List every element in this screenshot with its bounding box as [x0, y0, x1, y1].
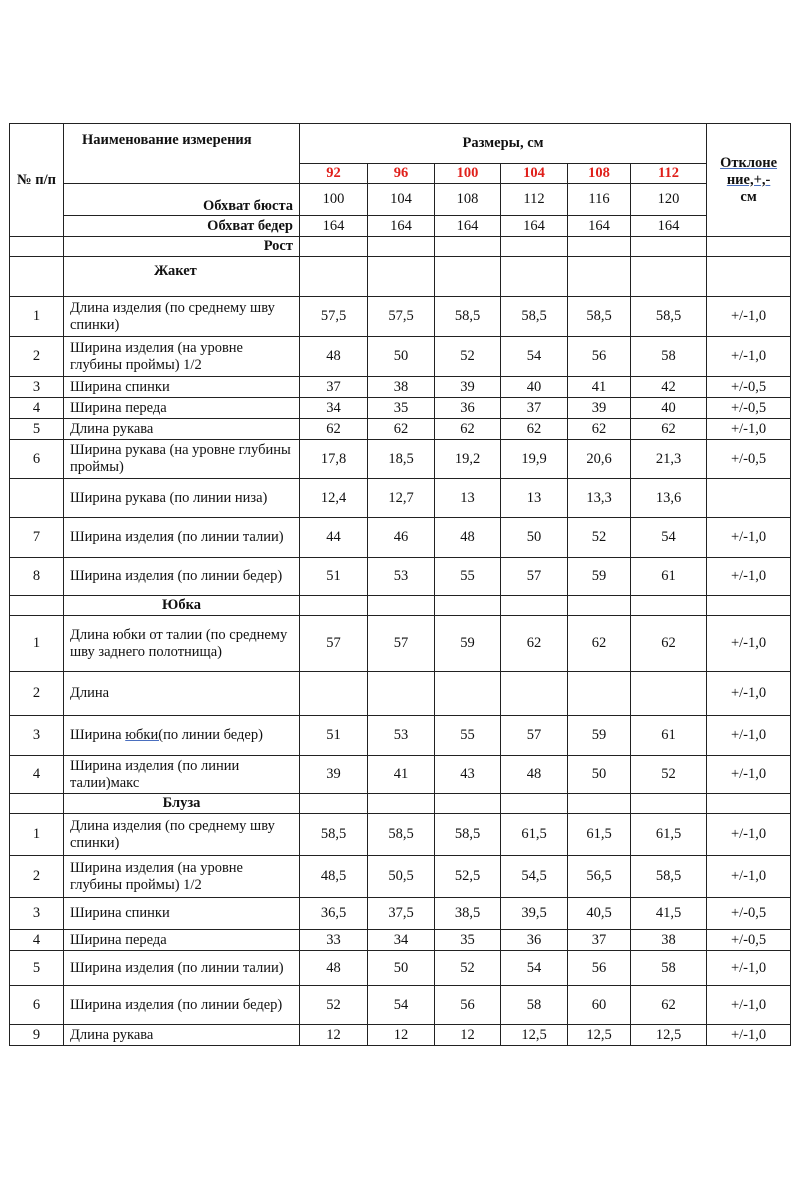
size-value: 62: [631, 419, 707, 440]
section-empty-cell: [300, 596, 368, 616]
size-value: 56: [568, 951, 631, 986]
size-value: 57: [300, 616, 368, 672]
size-value: 52: [631, 756, 707, 794]
row-number: 4: [10, 930, 64, 951]
deviation-value: +/-0,5: [707, 440, 791, 479]
size-value: 54: [368, 986, 435, 1025]
deviation-value: +/-1,0: [707, 672, 791, 716]
size-value: 54: [501, 951, 568, 986]
size-value: 62: [300, 419, 368, 440]
size-value: 61: [631, 716, 707, 756]
measurement-name: Длина юбки от талии (по среднему шву заднего полотнища): [64, 616, 300, 672]
size-value: 13: [435, 479, 501, 518]
size-value: 58,5: [368, 814, 435, 856]
size-value: 13,6: [631, 479, 707, 518]
size-value: [300, 672, 368, 716]
size-value: 37: [568, 930, 631, 951]
size-value: 62: [631, 616, 707, 672]
size-value: 58,5: [501, 297, 568, 337]
section-empty-cell: [568, 794, 631, 814]
measurement-name: Ширина переда: [64, 930, 300, 951]
row-number: 2: [10, 672, 64, 716]
section-empty-cell: [568, 257, 631, 297]
size-value: 12: [435, 1025, 501, 1046]
measurement-name: Длина изделия (по среднему шву спинки): [64, 297, 300, 337]
bust-cell: 120: [631, 184, 707, 216]
size-value: [435, 672, 501, 716]
size-value: 48: [501, 756, 568, 794]
section-empty-cell: [631, 257, 707, 297]
hips-label-cell: [64, 216, 300, 237]
size-value: [501, 672, 568, 716]
size-value: 56: [568, 337, 631, 377]
size-value: 50: [568, 756, 631, 794]
section-title: Юбка: [64, 596, 300, 616]
sizes-header: [300, 124, 707, 164]
size-value: 62: [631, 986, 707, 1025]
size-cell: 112: [631, 164, 707, 184]
size-value: 56: [435, 986, 501, 1025]
bust-cell: 108: [435, 184, 501, 216]
height-cell: [568, 237, 631, 257]
height-label: Рост: [263, 238, 293, 254]
deviation-value: +/-1,0: [707, 986, 791, 1025]
measurement-name: Ширина изделия (по линии талии): [64, 951, 300, 986]
bust-label: Обхват бюста: [203, 198, 293, 214]
deviation-label-line2: ние,+,-: [726, 171, 771, 188]
size-value: [631, 672, 707, 716]
row-number: 5: [10, 419, 64, 440]
size-value: 39: [300, 756, 368, 794]
section-empty-cell: [501, 257, 568, 297]
name-header-label: Наименование измерения: [82, 132, 252, 148]
size-value: [368, 672, 435, 716]
num-header: [10, 124, 64, 237]
table-row: [10, 419, 791, 440]
deviation-value: +/-1,0: [707, 297, 791, 337]
size-value: 53: [368, 716, 435, 756]
row-number: 3: [10, 898, 64, 930]
table-row: [10, 898, 791, 930]
deviation-value: +/-1,0: [707, 951, 791, 986]
size-value: 36,5: [300, 898, 368, 930]
size-value: 40: [631, 398, 707, 419]
table-row: [10, 518, 791, 558]
size-value: 13,3: [568, 479, 631, 518]
section-empty-cell: [435, 257, 501, 297]
size-value: 37: [501, 398, 568, 419]
section-row: [10, 596, 791, 616]
size-value: 57,5: [300, 297, 368, 337]
row-number: 3: [10, 377, 64, 398]
deviation-value: +/-0,5: [707, 398, 791, 419]
size-value: 58: [501, 986, 568, 1025]
deviation-value: +/-1,0: [707, 419, 791, 440]
bust-cell: 112: [501, 184, 568, 216]
section-empty-cell: [631, 596, 707, 616]
section-empty-cell: [707, 596, 791, 616]
size-value: 36: [435, 398, 501, 419]
size-value: 37: [300, 377, 368, 398]
measurement-table: [9, 123, 791, 1046]
size-value: 58,5: [300, 814, 368, 856]
height-cell: [435, 237, 501, 257]
section-empty-cell: [631, 794, 707, 814]
hips-cell: 164: [435, 216, 501, 237]
size-value: 12: [300, 1025, 368, 1046]
size-cell: 100: [435, 164, 501, 184]
bust-label-cell: [64, 184, 300, 216]
size-value: 62: [501, 419, 568, 440]
deviation-value: +/-1,0: [707, 814, 791, 856]
deviation-header: [707, 124, 791, 237]
size-value: 58,5: [631, 297, 707, 337]
header-row-hips: [10, 216, 791, 237]
size-value: 12: [368, 1025, 435, 1046]
size-value: 52,5: [435, 856, 501, 898]
measurement-name: Ширина изделия (по линии талии)макс: [64, 756, 300, 794]
size-value: 58: [631, 337, 707, 377]
size-value: 52: [435, 951, 501, 986]
deviation-value: +/-1,0: [707, 616, 791, 672]
section-empty-cell: [501, 794, 568, 814]
deviation-value: +/-1,0: [707, 1025, 791, 1046]
measurement-table-container: [9, 123, 790, 1046]
size-value: 53: [368, 558, 435, 596]
height-cell: [300, 237, 368, 257]
size-value: 52: [568, 518, 631, 558]
section-row: [10, 257, 791, 297]
section-num-cell: [10, 596, 64, 616]
name-part-underlined: юбки(: [125, 727, 164, 743]
section-title: Жакет: [64, 257, 300, 297]
size-value: [568, 672, 631, 716]
row-number: 4: [10, 756, 64, 794]
row-number: 2: [10, 856, 64, 898]
size-value: 19,9: [501, 440, 568, 479]
hips-cell: 164: [368, 216, 435, 237]
size-value: 40: [501, 377, 568, 398]
deviation-value: +/-0,5: [707, 898, 791, 930]
size-value: 50: [501, 518, 568, 558]
name-part: Ширина: [70, 727, 126, 743]
row-number: 9: [10, 1025, 64, 1046]
size-value: 58,5: [435, 814, 501, 856]
size-value: 41,5: [631, 898, 707, 930]
size-value: 12,5: [631, 1025, 707, 1046]
size-value: 18,5: [368, 440, 435, 479]
size-value: 57,5: [368, 297, 435, 337]
size-value: 34: [368, 930, 435, 951]
size-value: 48: [300, 337, 368, 377]
size-value: 38,5: [435, 898, 501, 930]
size-value: 62: [568, 616, 631, 672]
size-value: 35: [368, 398, 435, 419]
size-value: 51: [300, 716, 368, 756]
size-value: 56,5: [568, 856, 631, 898]
section-empty-cell: [368, 257, 435, 297]
size-value: 33: [300, 930, 368, 951]
size-value: 54: [501, 337, 568, 377]
section-empty-cell: [501, 596, 568, 616]
measurement-name: Длина рукава: [64, 419, 300, 440]
size-value: 61,5: [568, 814, 631, 856]
deviation-value: +/-1,0: [707, 518, 791, 558]
size-value: 52: [435, 337, 501, 377]
table-row: [10, 616, 791, 672]
deviation-value: +/-0,5: [707, 377, 791, 398]
size-value: 12,5: [501, 1025, 568, 1046]
deviation-label-line3: см: [740, 188, 757, 205]
size-value: 57: [501, 716, 568, 756]
size-value: 39: [435, 377, 501, 398]
height-label-cell: [64, 237, 300, 257]
size-value: 46: [368, 518, 435, 558]
measurement-name: Длина изделия (по среднему шву спинки): [64, 814, 300, 856]
section-title: Блуза: [64, 794, 300, 814]
size-value: 54: [631, 518, 707, 558]
header-row-height: [10, 237, 791, 257]
size-value: 39,5: [501, 898, 568, 930]
table-row: [10, 756, 791, 794]
hips-cell: 164: [568, 216, 631, 237]
table-row: [10, 986, 791, 1025]
measurement-name: Ширина изделия (по линии талии): [64, 518, 300, 558]
height-num-cell: [10, 237, 64, 257]
row-number: 8: [10, 558, 64, 596]
table-row: [10, 377, 791, 398]
measurement-name: Ширина спинки: [64, 377, 300, 398]
table-row: [10, 558, 791, 596]
height-cell: [368, 237, 435, 257]
section-row: [10, 794, 791, 814]
row-number: 6: [10, 986, 64, 1025]
measurement-name: Ширина изделия (по линии бедер): [64, 558, 300, 596]
size-value: 62: [368, 419, 435, 440]
size-value: 59: [435, 616, 501, 672]
measurement-name: Ширина рукава (на уровне глубины проймы): [64, 440, 300, 479]
size-value: 48: [300, 951, 368, 986]
table-row: [10, 951, 791, 986]
size-value: 35: [435, 930, 501, 951]
height-cell: [631, 237, 707, 257]
num-header-label: № п/п: [17, 171, 56, 188]
table-row: [10, 337, 791, 377]
size-value: 44: [300, 518, 368, 558]
table-row: [10, 479, 791, 518]
sizes-header-label: Размеры, см: [462, 135, 544, 151]
hips-cell: 164: [300, 216, 368, 237]
size-value: 48,5: [300, 856, 368, 898]
row-number: 1: [10, 616, 64, 672]
size-value: 55: [435, 558, 501, 596]
size-value: 12,7: [368, 479, 435, 518]
row-number: 5: [10, 951, 64, 986]
size-value: 36: [501, 930, 568, 951]
section-empty-cell: [435, 794, 501, 814]
size-value: 40,5: [568, 898, 631, 930]
size-value: 59: [568, 558, 631, 596]
size-value: 13: [501, 479, 568, 518]
size-value: 60: [568, 986, 631, 1025]
header-row-bust: [10, 184, 791, 216]
size-value: 43: [435, 756, 501, 794]
deviation-value: +/-1,0: [707, 558, 791, 596]
table-row: [10, 716, 791, 756]
size-value: 50,5: [368, 856, 435, 898]
measurement-name: Длина рукава: [64, 1025, 300, 1046]
deviation-value: [707, 479, 791, 518]
name-header: [64, 124, 300, 184]
measurement-name: Ширина изделия (на уровне глубины проймы) 1/2: [64, 337, 300, 377]
size-value: 39: [568, 398, 631, 419]
size-value: 61,5: [631, 814, 707, 856]
size-value: 58,5: [435, 297, 501, 337]
bust-cell: 104: [368, 184, 435, 216]
size-value: 61: [631, 558, 707, 596]
size-value: 51: [300, 558, 368, 596]
size-value: 38: [631, 930, 707, 951]
size-value: 34: [300, 398, 368, 419]
section-num-cell: [10, 257, 64, 297]
deviation-value: +/-1,0: [707, 756, 791, 794]
row-number: 4: [10, 398, 64, 419]
size-value: 21,3: [631, 440, 707, 479]
size-value: 48: [435, 518, 501, 558]
section-empty-cell: [368, 794, 435, 814]
size-value: 57: [501, 558, 568, 596]
table-row: [10, 856, 791, 898]
size-value: 54,5: [501, 856, 568, 898]
size-value: 52: [300, 986, 368, 1025]
size-value: 41: [568, 377, 631, 398]
table-row: [10, 814, 791, 856]
section-empty-cell: [368, 596, 435, 616]
size-cell: 96: [368, 164, 435, 184]
measurement-name: Ширина переда: [64, 398, 300, 419]
row-number: [10, 479, 64, 518]
table-row: [10, 398, 791, 419]
size-value: 41: [368, 756, 435, 794]
table-row: [10, 672, 791, 716]
size-value: 58,5: [631, 856, 707, 898]
header-row-titles: [10, 124, 791, 164]
deviation-value: +/-1,0: [707, 716, 791, 756]
measurement-name: Ширина изделия (по линии бедер): [64, 986, 300, 1025]
size-value: 19,2: [435, 440, 501, 479]
deviation-value: +/-1,0: [707, 856, 791, 898]
section-empty-cell: [707, 257, 791, 297]
size-value: 42: [631, 377, 707, 398]
section-num-cell: [10, 794, 64, 814]
section-empty-cell: [568, 596, 631, 616]
size-cell: 108: [568, 164, 631, 184]
bust-cell: 100: [300, 184, 368, 216]
row-number: 2: [10, 337, 64, 377]
size-value: 58: [631, 951, 707, 986]
row-number: 6: [10, 440, 64, 479]
size-value: 58,5: [568, 297, 631, 337]
size-value: 38: [368, 377, 435, 398]
measurement-name: Ширина спинки: [64, 898, 300, 930]
name-part: по линии бедер): [163, 727, 263, 743]
deviation-value: +/-1,0: [707, 337, 791, 377]
section-empty-cell: [435, 596, 501, 616]
size-value: 62: [435, 419, 501, 440]
table-row: [10, 930, 791, 951]
section-empty-cell: [707, 794, 791, 814]
bust-cell: 116: [568, 184, 631, 216]
size-value: 12,5: [568, 1025, 631, 1046]
size-value: 62: [501, 616, 568, 672]
size-value: 50: [368, 951, 435, 986]
height-cell: [707, 237, 791, 257]
table-row: [10, 1025, 791, 1046]
size-value: 55: [435, 716, 501, 756]
size-value: 20,6: [568, 440, 631, 479]
section-empty-cell: [300, 794, 368, 814]
hips-label: Обхват бедер: [207, 217, 293, 234]
size-value: 61,5: [501, 814, 568, 856]
deviation-value: +/-0,5: [707, 930, 791, 951]
row-number: 7: [10, 518, 64, 558]
size-value: 37,5: [368, 898, 435, 930]
row-number: 1: [10, 814, 64, 856]
size-value: 12,4: [300, 479, 368, 518]
table-row: [10, 297, 791, 337]
row-number: 1: [10, 297, 64, 337]
size-value: 50: [368, 337, 435, 377]
size-value: 59: [568, 716, 631, 756]
size-cell: 92: [300, 164, 368, 184]
hips-cell: 164: [631, 216, 707, 237]
table-row: [10, 440, 791, 479]
hips-cell: 164: [501, 216, 568, 237]
measurement-name: Ширина изделия (на уровне глубины проймы) 1/2: [64, 856, 300, 898]
section-empty-cell: [300, 257, 368, 297]
height-cell: [501, 237, 568, 257]
deviation-label-line1: Отклоне: [720, 154, 778, 171]
measurement-name: Длина: [64, 672, 300, 716]
measurement-name: Ширина рукава (по линии низа): [64, 479, 300, 518]
row-number: 3: [10, 716, 64, 756]
measurement-name: [64, 716, 300, 756]
size-value: 17,8: [300, 440, 368, 479]
size-cell: 104: [501, 164, 568, 184]
size-value: 62: [568, 419, 631, 440]
size-value: 57: [368, 616, 435, 672]
